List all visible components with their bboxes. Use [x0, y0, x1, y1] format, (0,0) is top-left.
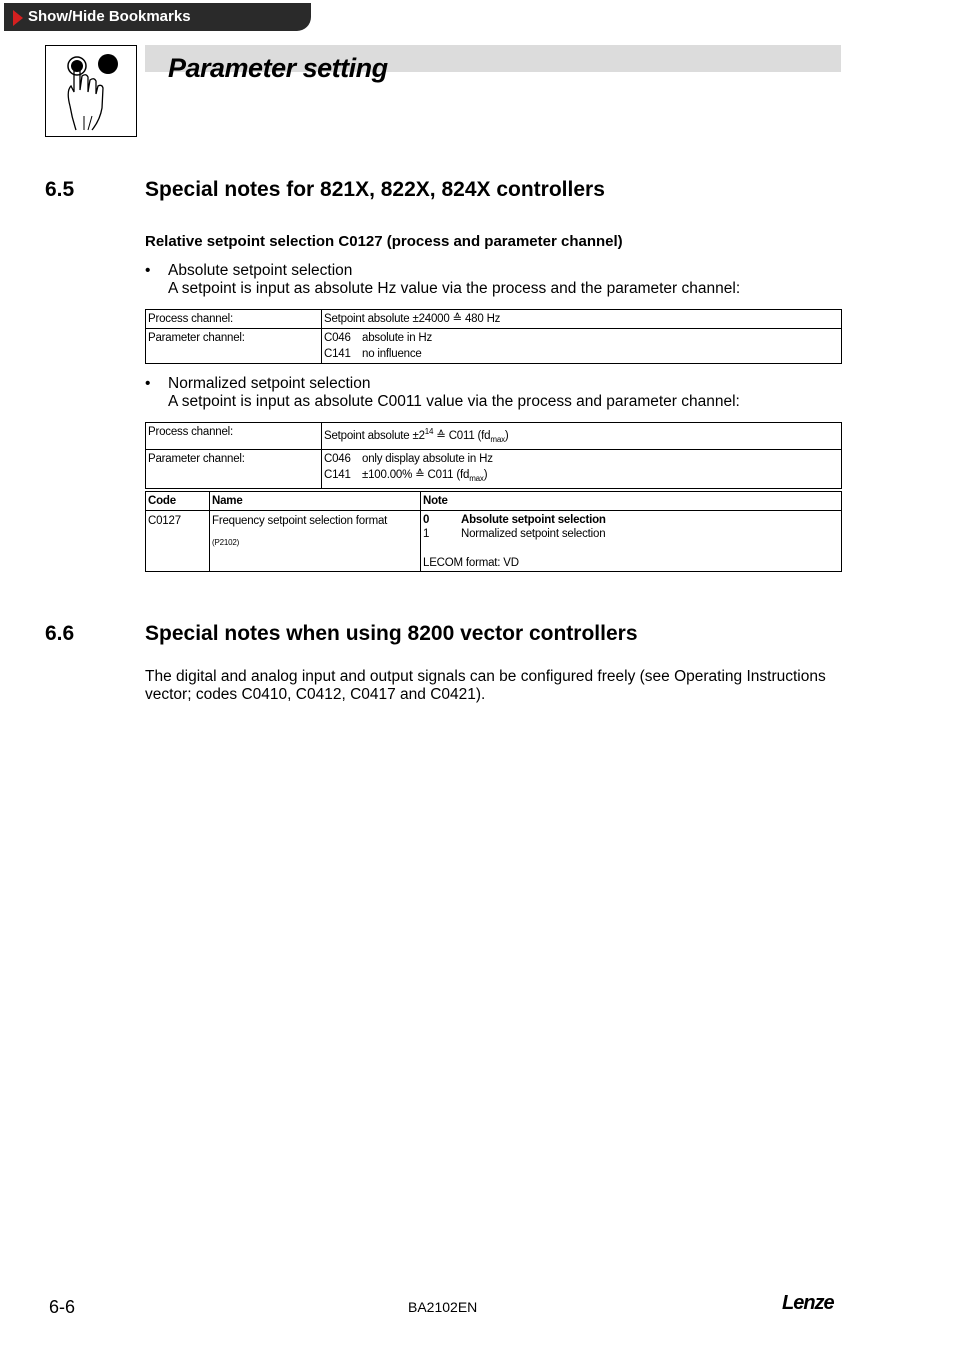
paragraph: The digital and analog input and output signals can be configured freely (see Operating Instructions vector; codes C0410, C0412, C0417 and C0421).: [145, 668, 826, 703]
table-header: Name: [210, 492, 421, 511]
code: C141: [324, 469, 351, 481]
code-value: only display absolute in Hz: [362, 453, 493, 465]
table-cell-value: [322, 450, 842, 489]
table-header: Code: [146, 492, 210, 511]
option-number: 0: [423, 514, 430, 526]
option-text: Absolute setpoint selection: [461, 514, 606, 526]
table-cell-label: Process channel:: [146, 310, 322, 329]
table-row: [146, 511, 842, 572]
table-cell-label: Parameter channel:: [146, 450, 322, 489]
name-text: Frequency setpoint selection format: [212, 515, 388, 527]
bullet-desc: A setpoint is input as absolute C0011 value via the process and parameter channel:: [168, 393, 740, 410]
name-ref: (P2102): [212, 538, 240, 547]
code: C046: [324, 453, 351, 465]
table-cell-value: [322, 423, 842, 450]
bullet-dot-icon: •: [145, 375, 151, 392]
hand-pressing-buttons-icon: [45, 45, 137, 137]
table-cell-value: [322, 329, 842, 364]
table-cell-label: Process channel:: [146, 423, 322, 450]
bullet-desc: A setpoint is input as absolute Hz value via the process and the parameter channel:: [168, 280, 741, 297]
show-hide-bookmarks-button[interactable]: [4, 3, 311, 31]
bullet-title: Normalized setpoint selection: [168, 375, 371, 392]
value-text: Setpoint absolute ±2: [324, 430, 425, 442]
code-value: ): [483, 469, 488, 481]
name-cell: [210, 511, 421, 572]
code-table: [145, 491, 842, 572]
subscript: max: [469, 474, 484, 483]
code-value: no influence: [362, 348, 422, 360]
value-text: ): [504, 430, 509, 442]
document-id: BA2102EN: [408, 1299, 478, 1315]
bullet-title: Absolute setpoint selection: [168, 262, 353, 279]
subscript: max: [490, 435, 505, 444]
note-cell: [421, 511, 842, 572]
code: C046: [324, 332, 351, 344]
value-text: ≙ C011 (fd: [433, 430, 491, 442]
code-value: absolute in Hz: [362, 332, 433, 344]
code-cell: C0127: [146, 511, 210, 572]
absolute-setpoint-table: [145, 309, 842, 364]
section-number: 6.5: [45, 178, 75, 201]
code-value: ±100.00% ≙ C011 (fd: [362, 469, 470, 481]
code: C141: [324, 348, 351, 360]
table-cell-value: Setpoint absolute ±24000 ≙ 480 Hz: [322, 310, 842, 329]
subheading: Relative setpoint selection C0127 (process and parameter channel): [145, 233, 623, 250]
table-cell-label: Parameter channel:: [146, 329, 322, 364]
lenze-logo: Lenze: [782, 1292, 834, 1314]
section-number: 6.6: [45, 622, 75, 645]
page-title: Parameter setting: [168, 53, 388, 83]
normalized-setpoint-table: [145, 422, 842, 489]
page-number: 6-6: [49, 1297, 76, 1317]
section-title: Special notes when using 8200 vector controllers: [145, 622, 638, 645]
lecom-format: LECOM format: VD: [423, 557, 519, 569]
exponent: 14: [424, 427, 434, 436]
section-title: Special notes for 821X, 822X, 824X controllers: [145, 178, 605, 201]
option-number: 1: [423, 528, 430, 540]
bookmarks-label: Show/Hide Bookmarks: [28, 8, 191, 25]
option-text: Normalized setpoint selection: [461, 528, 606, 540]
table-header: Note: [421, 492, 842, 511]
triangle-right-icon: [13, 10, 23, 26]
bullet-dot-icon: •: [145, 262, 151, 279]
